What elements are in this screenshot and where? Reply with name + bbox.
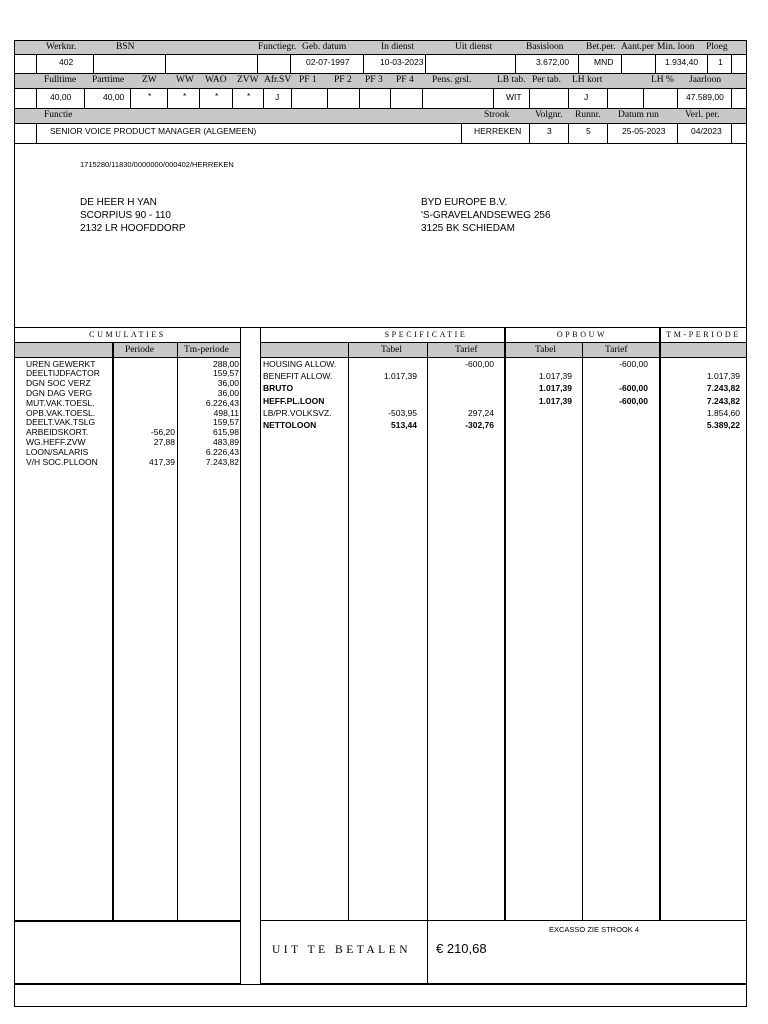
header-functiegr: Functiegr. (258, 42, 297, 52)
row1-divider (578, 54, 579, 73)
cumulaties-title: CUMULATIES (89, 330, 166, 339)
row1-divider (425, 54, 426, 73)
header-afr-sv: Afr.SV (264, 75, 292, 85)
row2-divider (36, 88, 37, 108)
row1-divider (731, 54, 732, 73)
row2-divider (130, 88, 131, 108)
cum-tm: 159,57 (213, 368, 239, 378)
rule (14, 357, 241, 358)
row2-divider (359, 88, 360, 108)
excasso-note: EXCASSO ZIE STROOK 4 (549, 925, 640, 934)
cum-periode: 27,88 (153, 437, 175, 447)
opbouw-title: OPBOUW (556, 330, 608, 339)
tm-periode-value: 1.017,39 (706, 371, 740, 381)
value-min-loon: 1.934,40 (665, 57, 699, 67)
row2-divider (167, 88, 168, 108)
row2-divider (568, 88, 569, 108)
row2-divider (390, 88, 391, 108)
spec-label: BENEFIT ALLOW. (263, 371, 333, 381)
value-ww: * (183, 91, 187, 101)
cum-label: DEELTIJDFACTOR (26, 368, 100, 378)
employee-city: 2132 LR HOOFDDORP (80, 223, 186, 234)
header-pf3: PF 3 (365, 75, 383, 85)
header-per-tab: Per tab. (532, 75, 562, 85)
value-zw: * (148, 91, 152, 101)
value-bet-per: MND (594, 57, 614, 67)
spec-col-divider (504, 327, 506, 921)
cum-tm: 159,57 (213, 417, 239, 427)
row3-divider (731, 123, 732, 143)
row3-divider (529, 123, 530, 143)
spec-label: HOUSING ALLOW. (263, 359, 337, 369)
header-zvw: ZVW (237, 75, 259, 85)
spec-col-tarief: Tarief (455, 345, 478, 355)
tm-periode-title: TM-PERIODE (666, 330, 741, 339)
spec-label: BRUTO (263, 383, 294, 393)
reference-number: 1715280/11830/0000000/000402/HERREKEN (80, 160, 234, 169)
opbouw-tabel: 1.017,39 (538, 396, 572, 406)
row3-divider (461, 123, 462, 143)
header-runnr: Runnr. (575, 110, 601, 120)
cum-periode: -56,20 (150, 427, 175, 437)
row3-divider (36, 123, 37, 143)
header-lb-tab: LB tab. (497, 75, 526, 85)
rule (14, 54, 747, 55)
header-pens-grsl: Pens. grsl. (432, 75, 472, 85)
spec-tarief: -600,00 (465, 359, 494, 369)
spec-label: NETTOLOON (263, 420, 317, 430)
cumulaties-col-tm: Tm-periode (184, 345, 229, 355)
row2-divider (199, 88, 200, 108)
rule (14, 88, 747, 89)
header-lh-pct: LH % (651, 75, 674, 85)
header-in-dienst: In dienst (381, 42, 414, 52)
employer-name: BYD EUROPE B.V. (421, 197, 508, 208)
rule (14, 73, 747, 74)
opbouw-tarief: -600,00 (619, 396, 648, 406)
header-geb-datum: Geb. datum (302, 42, 347, 52)
rule (14, 920, 241, 922)
value-functie: SENIOR VOICE PRODUCT MANAGER (ALGEMEEN) (50, 126, 257, 136)
header-functie: Functie (44, 110, 73, 120)
cum-tm: 6.226,43 (205, 398, 239, 408)
header-bet-per: Bet.per. (586, 42, 616, 52)
value-runnr: 5 (586, 126, 591, 136)
value-jaarloon: 47.589,00 (686, 92, 724, 102)
rule (14, 342, 241, 343)
header-basisloon: Basisloon (526, 42, 564, 52)
cum-tm: 615,98 (213, 427, 239, 437)
row2-divider (422, 88, 423, 108)
header-bsn: BSN (116, 42, 135, 52)
row3-divider (607, 123, 608, 143)
header-ww: WW (176, 75, 194, 85)
cum-label: LOON/SALARIS (26, 447, 89, 457)
header-aant-per: Aant.per (621, 42, 654, 52)
cum-tm: 36,00 (217, 388, 239, 398)
row2-divider (327, 88, 328, 108)
spec-tabel: 513,44 (391, 420, 417, 430)
tm-periode-value: 5.389,22 (706, 420, 740, 430)
row1-divider (290, 54, 291, 73)
rule (14, 123, 747, 124)
row2-divider (232, 88, 233, 108)
cum-label: UREN GEWERKT (26, 359, 96, 369)
row2-divider (529, 88, 530, 108)
specificatie-title: SPECIFICATIE (384, 330, 468, 339)
cum-label: OPB.VAK.TOESL. (26, 408, 96, 418)
row1-divider (655, 54, 656, 73)
header-pf4: PF 4 (396, 75, 414, 85)
row1-divider (621, 54, 622, 73)
cum-tm: 36,00 (217, 378, 239, 388)
opbouw-tabel: 1.017,39 (538, 371, 572, 381)
value-afr-sv: J (275, 92, 280, 102)
spec-label: LB/PR.VOLKSVZ. (263, 408, 332, 418)
value-verl-per: 04/2023 (691, 126, 722, 136)
row2-divider (493, 88, 494, 108)
employee-name: DE HEER H YAN (80, 197, 157, 208)
cum-label: V/H SOC.PLLOON (26, 457, 98, 467)
cum-label: WG.HEFF.ZVW (26, 437, 86, 447)
value-wao: * (215, 91, 219, 101)
cum-label: DGN DAG VERG (26, 388, 93, 398)
employee-street: SCORPIUS 90 - 110 (80, 210, 171, 221)
header-jaarloon: Jaarloon (689, 75, 722, 85)
cum-tm: 483,89 (213, 437, 239, 447)
uit-te-betalen-label: UIT TE BETALEN (272, 944, 412, 956)
header-verl-per: Verl. per. (685, 110, 720, 120)
employer-address (421, 196, 551, 235)
value-werknr: 402 (59, 57, 74, 67)
header-werknr: Werknr. (46, 42, 77, 52)
header-datum-run: Datum run (618, 110, 659, 120)
row1-divider (93, 54, 94, 73)
opbouw-tarief: -600,00 (619, 359, 648, 369)
value-ploeg: 1 (718, 57, 723, 67)
row3-divider (568, 123, 569, 143)
employer-street: 'S-GRAVELANDSEWEG 256 (421, 210, 551, 221)
value-lh-kort: J (584, 92, 589, 102)
value-parttime: 40,00 (103, 92, 125, 102)
header-volgnr: Volgnr. (535, 110, 563, 120)
row1-divider (515, 54, 516, 73)
value-geb-datum: 02-07-1997 (306, 57, 350, 67)
spec-col-tabel: Tabel (381, 345, 402, 355)
row1-divider (36, 54, 37, 73)
cum-label: MUT.VAK.TOESL. (26, 398, 95, 408)
cum-periode: 417,39 (149, 457, 175, 467)
cum-tm: 288,00 (213, 359, 239, 369)
header-uit-dienst: Uit dienst (455, 42, 493, 52)
net-payment-amount: € 210,68 (436, 941, 487, 956)
tm-periode-value: 7.243,82 (706, 383, 740, 393)
cum-tm: 6.226,43 (205, 447, 239, 457)
cum-label: DGN SOC VERZ (26, 378, 91, 388)
opbouw-col-tabel: Tabel (535, 345, 556, 355)
header-ploeg: Ploeg (706, 42, 728, 52)
row3-divider (677, 123, 678, 143)
header-fulltime: Fulltime (44, 75, 77, 85)
value-volgnr: 3 (547, 126, 552, 136)
header-parttime: Parttime (92, 75, 125, 85)
spec-tabel: 1.017,39 (383, 371, 417, 381)
row1-divider (165, 54, 166, 73)
header-wao: WAO (205, 75, 227, 85)
tm-periode-value: 7.243,82 (706, 396, 740, 406)
opbouw-col-tarief: Tarief (605, 345, 628, 355)
spec-tabel: -503,95 (388, 408, 417, 418)
opbouw-tarief: -600,00 (619, 383, 648, 393)
opbouw-tabel: 1.017,39 (538, 383, 572, 393)
row2-divider (84, 88, 85, 108)
value-in-dienst: 10-03-2023 (380, 57, 424, 67)
value-datum-run: 25-05-2023 (622, 126, 666, 136)
bottom-strip (14, 984, 747, 1007)
address-area (14, 143, 747, 328)
employer-city: 3125 BK SCHIEDAM (421, 223, 515, 234)
cum-label: DEELT.VAK.TSLG (26, 417, 96, 427)
cum-tm: 7.243,82 (205, 457, 239, 467)
row1-divider (707, 54, 708, 73)
header-min-loon: Min. loon (657, 42, 695, 52)
value-lb-tab: WIT (506, 92, 522, 102)
header-pf2: PF 2 (334, 75, 352, 85)
spec-tarief: -302,76 (465, 420, 494, 430)
row2-divider (607, 88, 608, 108)
employee-address (80, 196, 186, 235)
header-strook: Strook (484, 110, 510, 120)
value-strook: HERREKEN (474, 126, 522, 136)
spec-tarief: 297,24 (468, 408, 494, 418)
header-pf1: PF 1 (299, 75, 317, 85)
cum-tm: 498,11 (213, 408, 239, 418)
header-zw: ZW (142, 75, 157, 85)
spec-label: HEFF.PL.LOON (263, 396, 325, 406)
tm-periode-value: 1.854,60 (706, 408, 740, 418)
spec-col-divider (582, 342, 583, 921)
value-zvw: * (247, 91, 251, 101)
row2-divider (731, 88, 732, 108)
value-fulltime: 40,00 (50, 92, 72, 102)
cum-label: ARBEIDSKORT. (26, 427, 89, 437)
value-basisloon: 3.672,00 (536, 57, 570, 67)
row1-divider (363, 54, 364, 73)
row2-divider (643, 88, 644, 108)
header-lh-kort: LH kort (572, 75, 603, 85)
row1-divider (257, 54, 258, 73)
cumulaties-col-periode: Periode (125, 345, 155, 355)
row2-divider (263, 88, 264, 108)
row2-divider (677, 88, 678, 108)
rule (14, 108, 747, 109)
row2-divider (291, 88, 292, 108)
spec-col-divider (427, 342, 428, 984)
